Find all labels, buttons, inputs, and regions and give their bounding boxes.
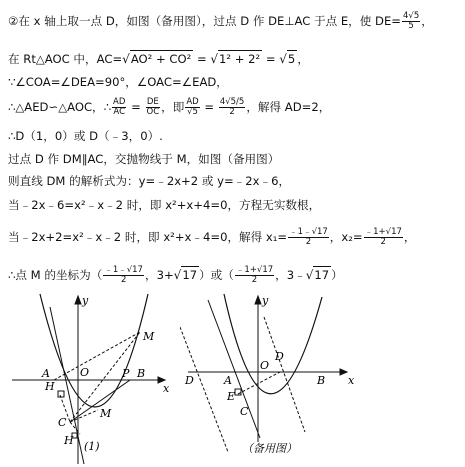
text: ，解得 AD=2， <box>246 100 331 114</box>
label-a: A <box>224 374 232 387</box>
denominator: 2 <box>251 275 258 285</box>
fraction <box>103 266 144 285</box>
text: 过点 D 作 DM∥AC，交抛物线于 M，如图（备用图） <box>8 152 280 166</box>
text: 当﹣2x﹣6=x²﹣x﹣2 时，即 x²+x+4=0，方程无实数根， <box>8 198 321 212</box>
text: 在 Rt△AOC 中，AC= <box>8 52 123 66</box>
numerator: AD <box>113 97 126 107</box>
label-p: P <box>122 367 130 380</box>
radical-sign: √ <box>305 268 314 282</box>
text: ，x₂= <box>329 230 363 244</box>
label-m: M <box>143 330 155 343</box>
label-y: y <box>82 294 89 307</box>
radicand: 5 <box>287 52 296 66</box>
parabola <box>224 294 322 394</box>
numerator: AD <box>186 97 199 107</box>
radical-sign: √ <box>173 268 182 282</box>
text: ，3﹣ <box>275 268 306 282</box>
fraction <box>146 98 161 117</box>
y-axis-arrow <box>255 296 261 304</box>
line-6 <box>8 151 279 167</box>
fraction <box>112 98 126 117</box>
x-axis-arrow <box>340 369 347 375</box>
line-2 <box>8 50 309 67</box>
text: ）或（ <box>199 268 234 282</box>
text: 则直线 DM 的解析式为：y=﹣2x+2 或 y=﹣2x﹣6， <box>8 174 291 188</box>
numerator: ﹣1+√17 <box>364 227 402 237</box>
dashed-line-dm1 <box>180 327 228 452</box>
numerator: ﹣1﹣√17 <box>289 227 328 237</box>
denominator: 2 <box>229 107 235 117</box>
line-1 <box>8 12 433 31</box>
label-h: H <box>45 380 55 393</box>
text: = <box>262 52 280 66</box>
radicand: 1² + 2² <box>219 52 261 66</box>
text: = <box>193 52 211 66</box>
fraction <box>288 228 329 247</box>
fraction <box>235 266 274 285</box>
text: ，即 <box>161 100 185 114</box>
text: ∴D（1，0）或 D（﹣3，0）. <box>8 129 163 143</box>
label-e: E <box>227 390 236 403</box>
parabola <box>40 294 148 407</box>
label-c: C <box>240 405 249 418</box>
radical-sign: √ <box>279 52 287 66</box>
line-ac <box>208 300 260 438</box>
text: ∴点 M 的坐标为（ <box>8 268 103 282</box>
label-m-lower: M <box>100 407 112 420</box>
label-o: O <box>260 359 270 372</box>
label-d-right: D <box>275 350 284 363</box>
label-x: x <box>348 374 355 387</box>
label-a: A <box>42 367 50 380</box>
numerator: DE <box>146 97 159 107</box>
text: ∵∠COA=∠DEA=90°，∠OAC=∠EAD， <box>8 75 228 89</box>
denominator: 2 <box>380 237 386 247</box>
fraction <box>185 98 199 117</box>
radicand: AO² + CO² <box>130 52 192 66</box>
figure-right-caption: （备用图） <box>242 442 297 455</box>
label-x: x <box>163 382 170 395</box>
fraction <box>219 98 246 117</box>
line-4 <box>8 98 330 117</box>
numerator: 4√5/5 <box>219 97 245 107</box>
denominator: 2 <box>120 275 127 285</box>
label-d-left: D <box>185 374 194 387</box>
denominator: 5 <box>408 21 414 31</box>
text: ，3+ <box>144 268 174 282</box>
text: ， <box>297 52 309 66</box>
radical-sign: √ <box>122 52 130 66</box>
radicand: 17 <box>182 268 198 282</box>
text: ） <box>331 268 343 282</box>
text: ②在 x 轴上取一点 D，如图（备用图），过点 D 作 DE⊥AC 于点 E，使 DE= <box>8 14 402 28</box>
dashed-line-dm2 <box>264 317 305 432</box>
fraction <box>402 12 420 31</box>
text: = <box>200 100 218 114</box>
text: 当﹣2x+2=x²﹣x﹣2 时，即 x²+x﹣4=0，解得 x₁= <box>8 230 288 244</box>
denominator: AC <box>113 107 126 117</box>
numerator: 4√5 <box>403 11 420 21</box>
right-angle-mark <box>235 389 241 395</box>
line-8 <box>8 197 320 213</box>
figure-left-caption: (1) <box>84 440 100 453</box>
figure-right <box>180 292 360 467</box>
text: ， <box>403 230 416 244</box>
y-axis-arrow <box>75 296 81 304</box>
radical-sign: √ <box>210 52 219 66</box>
denominator: OC <box>146 107 160 117</box>
numerator: ﹣1+√17 <box>235 265 274 275</box>
label-o: O <box>80 366 90 379</box>
denominator: 2 <box>305 237 312 247</box>
label-b: B <box>317 374 326 387</box>
numerator: ﹣1﹣√17 <box>104 265 143 275</box>
text: ∴△AED∽△AOC，∴ <box>8 100 112 114</box>
label-h-lower: H <box>64 434 74 447</box>
text: ， <box>421 14 433 28</box>
line-3 <box>8 74 228 90</box>
figure-left <box>0 292 180 467</box>
line-9 <box>8 228 416 247</box>
line-10 <box>8 266 343 285</box>
radicand: 17 <box>314 268 330 282</box>
text: = <box>127 100 145 114</box>
fraction <box>364 228 403 247</box>
label-y: y <box>262 294 269 307</box>
dashed-line-de <box>238 372 280 394</box>
denominator: √5 <box>187 107 198 117</box>
right-angle-mark <box>58 391 64 397</box>
line-5 <box>8 128 163 144</box>
line-7 <box>8 173 290 189</box>
label-b: B <box>137 367 146 380</box>
label-c: C <box>58 416 67 429</box>
